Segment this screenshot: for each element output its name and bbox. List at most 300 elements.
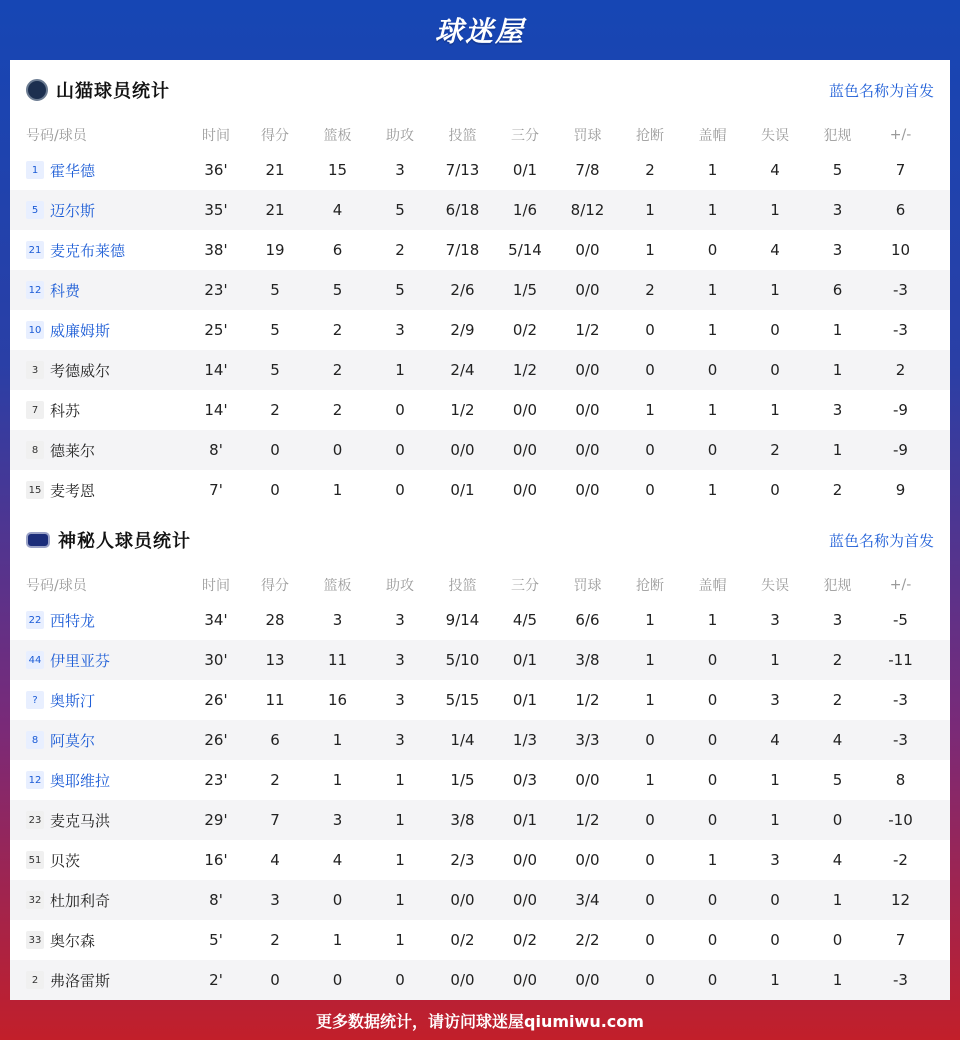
player-name-link[interactable]: 奥斯汀 [50, 691, 96, 710]
player-row [10, 600, 950, 640]
stat-min: 23' [204, 771, 228, 789]
team-section-0 [10, 60, 950, 510]
player-row [10, 880, 950, 920]
player-row [10, 430, 950, 470]
stat-tov: 3 [770, 851, 780, 869]
stat-reb: 0 [332, 891, 343, 909]
column-header: 号码/球员 [26, 578, 87, 594]
player-row [10, 230, 950, 270]
site-logo[interactable]: 球迷屋 [434, 15, 525, 48]
player-cell [10, 610, 200, 631]
stat-ft: 1/2 [575, 691, 600, 709]
jersey-number-badge: 7 [26, 401, 44, 419]
stat-ast: 1 [395, 851, 405, 869]
player-row [10, 920, 950, 960]
stat-fg: 2/4 [450, 361, 475, 379]
stat-ft: 0/0 [575, 441, 600, 459]
stat-pf: 0 [832, 931, 843, 949]
stat-min: 8' [209, 891, 223, 909]
stat-tov: 4 [770, 241, 780, 259]
stat-blk: 1 [707, 161, 718, 179]
stat-stl: 2 [645, 281, 655, 299]
stat-blk: 1 [707, 321, 718, 339]
player-cell [10, 730, 200, 751]
team-name: 神秘人球员统计 [58, 531, 191, 552]
stat-stl: 0 [645, 891, 655, 909]
stat-reb: 1 [332, 731, 343, 749]
stat-min: 2' [209, 971, 223, 989]
column-header: 三分 [511, 128, 539, 144]
stat-reb: 16 [327, 691, 348, 709]
player-cell [10, 400, 200, 421]
stat-pm: 2 [895, 361, 906, 379]
player-row [10, 680, 950, 720]
stat-pf: 4 [832, 731, 843, 749]
stat-min: 7' [209, 481, 223, 499]
jersey-number-badge: 8 [26, 441, 44, 459]
stat-blk: 0 [707, 361, 718, 379]
stat-reb: 0 [332, 441, 343, 459]
player-cell [10, 480, 200, 501]
stat-tp: 0/0 [512, 971, 538, 989]
stat-tov: 3 [770, 611, 780, 629]
team-title [26, 527, 191, 553]
footer-banner[interactable]: 更多数据统计，请访问球迷屋qiumiwu.com [316, 1011, 644, 1031]
stat-min: 34' [204, 611, 228, 629]
stat-ast: 1 [395, 931, 405, 949]
stat-blk: 0 [707, 931, 718, 949]
stat-reb: 15 [327, 161, 348, 179]
stat-reb: 3 [332, 811, 343, 829]
column-header: 篮板 [323, 128, 352, 144]
stat-pf: 5 [832, 771, 843, 789]
stat-stl: 1 [645, 771, 655, 789]
stat-min: 25' [204, 321, 228, 339]
jersey-number-badge: 21 [26, 241, 44, 259]
stat-ft: 0/0 [575, 241, 600, 259]
stat-blk: 1 [707, 851, 718, 869]
stat-pm: -3 [893, 971, 908, 989]
stat-pm: -9 [893, 441, 908, 459]
stat-stl: 1 [645, 241, 655, 259]
stat-pf: 2 [832, 691, 843, 709]
stat-ast: 0 [395, 481, 405, 499]
stat-fg: 2/3 [450, 851, 475, 869]
stat-ft: 0/0 [575, 771, 600, 789]
stat-tov: 1 [770, 651, 780, 669]
stat-pf: 3 [832, 611, 843, 629]
jersey-number-badge: ? [26, 691, 44, 709]
stat-pf: 1 [832, 441, 843, 459]
stat-stl: 0 [645, 851, 655, 869]
stat-fg: 7/18 [445, 241, 480, 259]
stat-pm: -3 [893, 321, 908, 339]
stat-stl: 0 [645, 731, 655, 749]
stat-stl: 0 [645, 321, 655, 339]
stat-ft: 3/8 [575, 651, 600, 669]
player-name-link[interactable]: 麦克马洪 [50, 811, 111, 830]
stat-fg: 9/14 [445, 611, 480, 629]
column-header: 盖帽 [698, 578, 727, 594]
stat-pf: 1 [832, 361, 843, 379]
player-row [10, 310, 950, 350]
stat-blk: 0 [707, 971, 718, 989]
stat-ast: 3 [395, 321, 405, 339]
stat-blk: 0 [707, 441, 718, 459]
player-cell [10, 280, 200, 301]
player-name-link[interactable]: 科费 [50, 281, 81, 300]
stat-pts: 0 [270, 441, 280, 459]
stat-ast: 1 [395, 811, 405, 829]
stat-ast: 3 [395, 691, 405, 709]
column-header: 盖帽 [698, 128, 727, 144]
stat-reb: 2 [332, 401, 343, 419]
stat-pm: 8 [895, 771, 906, 789]
stat-tp: 0/0 [512, 851, 538, 869]
stat-fg: 1/4 [450, 731, 475, 749]
stat-tp: 1/3 [512, 731, 538, 749]
stat-pf: 6 [832, 281, 843, 299]
stat-stl: 1 [645, 651, 655, 669]
player-cell [10, 650, 200, 671]
stat-pf: 2 [832, 481, 843, 499]
stat-tov: 0 [770, 891, 780, 909]
stats-card [10, 60, 950, 1000]
player-name-link[interactable]: 奥尔森 [50, 931, 96, 950]
stat-ast: 1 [395, 361, 405, 379]
stat-pm: 6 [895, 201, 906, 219]
column-header: 号码/球员 [26, 128, 87, 144]
stat-pf: 1 [832, 891, 843, 909]
stat-pf: 1 [832, 971, 843, 989]
column-header: 得分 [261, 578, 289, 594]
stat-min: 14' [204, 361, 228, 379]
stat-tp: 0/2 [512, 321, 538, 339]
stat-pf: 4 [832, 851, 843, 869]
stat-pts: 21 [265, 201, 285, 219]
stat-fg: 6/18 [445, 201, 480, 219]
stat-reb: 4 [332, 201, 343, 219]
team-title [26, 77, 170, 103]
stat-fg: 2/6 [450, 281, 475, 299]
stat-blk: 1 [707, 201, 718, 219]
stat-ft: 7/8 [575, 161, 600, 179]
column-header: 时间 [202, 128, 230, 144]
stat-reb: 11 [327, 651, 348, 669]
jersey-number-badge: 51 [26, 851, 44, 869]
player-row [10, 350, 950, 390]
stat-reb: 2 [332, 321, 343, 339]
team-section-header [10, 510, 950, 570]
column-header: 助攻 [386, 578, 414, 594]
stat-ast: 5 [395, 281, 405, 299]
stat-tp: 1/2 [512, 361, 538, 379]
player-name-link[interactable]: 科苏 [50, 401, 81, 420]
stat-fg: 0/1 [450, 481, 475, 499]
player-row [10, 470, 950, 510]
player-row [10, 720, 950, 760]
magic-logo-icon [26, 532, 50, 548]
stat-reb: 4 [332, 851, 343, 869]
stat-pm: 7 [895, 161, 906, 179]
stat-tp: 0/0 [512, 401, 538, 419]
stat-tp: 5/14 [508, 241, 542, 259]
stat-blk: 1 [707, 611, 718, 629]
player-name-link[interactable]: 麦克布莱德 [50, 241, 126, 260]
stat-min: 23' [204, 281, 228, 299]
stat-min: 5' [209, 931, 223, 949]
stat-stl: 0 [645, 481, 655, 499]
player-cell [10, 850, 200, 871]
stat-pts: 28 [265, 611, 285, 629]
stat-pm: -10 [888, 811, 913, 829]
stat-tp: 0/0 [512, 481, 538, 499]
stat-reb: 2 [332, 361, 343, 379]
stat-tov: 1 [770, 971, 780, 989]
stat-pts: 5 [270, 361, 280, 379]
stat-tov: 2 [770, 441, 780, 459]
stat-pts: 6 [270, 731, 280, 749]
stat-min: 16' [204, 851, 228, 869]
stat-pts: 21 [265, 161, 285, 179]
player-name-link[interactable]: 贝茨 [50, 851, 81, 870]
stat-min: 8' [209, 441, 223, 459]
player-name-link[interactable]: 奥耶维拉 [50, 771, 111, 790]
stat-pm: 12 [890, 891, 911, 909]
stat-pm: -2 [893, 851, 908, 869]
jersey-number-badge: 3 [26, 361, 44, 379]
player-name-link[interactable]: 麦考恩 [50, 481, 96, 500]
stat-fg: 1/2 [450, 401, 475, 419]
stat-tov: 0 [770, 361, 780, 379]
column-header: 得分 [261, 128, 289, 144]
jersey-number-badge: 44 [26, 651, 44, 669]
stat-pts: 0 [270, 971, 280, 989]
column-header: +/- [889, 577, 912, 593]
player-cell [10, 770, 200, 791]
stat-tov: 4 [770, 731, 780, 749]
column-header: 三分 [511, 578, 539, 594]
jersey-number-badge: 1 [26, 161, 44, 179]
stat-ast: 5 [395, 201, 405, 219]
player-name-link[interactable]: 西特龙 [50, 611, 96, 630]
stat-fg: 0/2 [450, 931, 475, 949]
stat-stl: 0 [645, 931, 655, 949]
stat-ast: 3 [395, 611, 405, 629]
stat-ft: 1/2 [575, 811, 600, 829]
stat-ft: 1/2 [575, 321, 600, 339]
stat-tp: 0/1 [512, 651, 538, 669]
player-cell [10, 440, 200, 461]
stat-pts: 13 [265, 651, 285, 669]
column-header: 犯规 [823, 578, 852, 594]
jersey-number-badge: 2 [26, 971, 44, 989]
stat-fg: 5/10 [445, 651, 480, 669]
stat-pf: 5 [832, 161, 843, 179]
stat-blk: 1 [707, 481, 718, 499]
stat-pf: 3 [832, 201, 843, 219]
player-name-link[interactable]: 德莱尔 [50, 441, 96, 460]
stat-stl: 0 [645, 361, 655, 379]
column-header: 投篮 [448, 128, 477, 144]
stat-pts: 2 [270, 931, 280, 949]
stat-ft: 3/4 [575, 891, 600, 909]
player-row [10, 800, 950, 840]
stat-pts: 4 [270, 851, 280, 869]
stat-pm: 7 [895, 931, 906, 949]
stat-pts: 2 [270, 401, 280, 419]
player-cell [10, 970, 200, 991]
player-name-link[interactable]: 杜加利奇 [50, 891, 111, 910]
stat-pts: 0 [270, 481, 280, 499]
stat-reb: 1 [332, 931, 343, 949]
stat-min: 36' [204, 161, 228, 179]
table-header-row [10, 120, 950, 150]
player-name-link[interactable]: 弗洛雷斯 [50, 971, 111, 990]
stat-blk: 0 [707, 651, 718, 669]
player-row [10, 390, 950, 430]
column-header: 罚球 [573, 578, 602, 594]
stat-fg: 0/0 [450, 891, 475, 909]
stat-blk: 1 [707, 401, 718, 419]
stat-stl: 0 [645, 971, 655, 989]
player-cell [10, 240, 200, 261]
stat-stl: 2 [645, 161, 655, 179]
jersey-number-badge: 15 [26, 481, 44, 499]
stat-stl: 1 [645, 201, 655, 219]
column-header: 犯规 [823, 128, 852, 144]
stat-fg: 0/0 [450, 971, 475, 989]
hornets-logo-icon [26, 79, 48, 101]
stat-blk: 0 [707, 811, 718, 829]
player-name-link[interactable]: 迈尔斯 [50, 201, 96, 220]
stat-reb: 1 [332, 771, 343, 789]
stat-pm: -3 [893, 691, 908, 709]
player-cell [10, 930, 200, 951]
stat-min: 35' [204, 201, 228, 219]
player-name-link[interactable]: 威廉姆斯 [50, 321, 111, 340]
team-section-1 [10, 510, 950, 1000]
column-header: 失误 [761, 128, 789, 144]
stat-pm: -3 [893, 731, 908, 749]
stat-min: 30' [204, 651, 228, 669]
stat-stl: 0 [645, 811, 655, 829]
stat-fg: 1/5 [450, 771, 475, 789]
player-cell [10, 360, 200, 381]
stat-tov: 0 [770, 481, 780, 499]
stat-pm: 9 [895, 481, 906, 499]
player-name-link[interactable]: 阿莫尔 [50, 731, 96, 750]
stat-tov: 1 [770, 281, 780, 299]
player-row [10, 960, 950, 1000]
stat-ft: 2/2 [575, 931, 600, 949]
stat-stl: 1 [645, 611, 655, 629]
starter-legend-note: 蓝色名称为首发 [828, 81, 934, 100]
stat-pm: -5 [893, 611, 908, 629]
column-header: 罚球 [573, 128, 602, 144]
stat-pm: -9 [893, 401, 908, 419]
stat-pts: 11 [265, 691, 285, 709]
stat-tp: 0/1 [512, 691, 538, 709]
stat-ft: 8/12 [570, 201, 605, 219]
table-header-row [10, 570, 950, 600]
stat-tp: 0/1 [512, 161, 538, 179]
stat-pf: 3 [832, 241, 843, 259]
stat-ast: 1 [395, 771, 405, 789]
stat-min: 14' [204, 401, 228, 419]
stat-tov: 0 [770, 321, 780, 339]
column-header: +/- [889, 127, 912, 143]
stat-tov: 1 [770, 771, 780, 789]
stat-pf: 1 [832, 321, 843, 339]
stat-fg: 5/15 [445, 691, 480, 709]
team-name: 山猫球员统计 [56, 81, 170, 102]
player-name-link[interactable]: 霍华德 [50, 161, 96, 180]
stat-pts: 5 [270, 281, 280, 299]
stat-blk: 1 [707, 281, 718, 299]
column-header: 抢断 [636, 128, 664, 144]
stat-tp: 0/0 [512, 441, 538, 459]
jersey-number-badge: 5 [26, 201, 44, 219]
column-header: 篮板 [323, 578, 352, 594]
stat-min: 26' [204, 691, 228, 709]
stat-ast: 3 [395, 731, 405, 749]
player-name-link[interactable]: 考德威尔 [50, 361, 111, 380]
stat-tp: 0/3 [512, 771, 538, 789]
stat-pm: -3 [893, 281, 908, 299]
player-row [10, 150, 950, 190]
jersey-number-badge: 12 [26, 281, 44, 299]
stat-ft: 0/0 [575, 851, 600, 869]
stat-ft: 6/6 [575, 611, 600, 629]
stat-reb: 6 [332, 241, 343, 259]
stat-pts: 2 [270, 771, 280, 789]
stat-tov: 3 [770, 691, 780, 709]
stat-reb: 0 [332, 971, 343, 989]
jersey-number-badge: 22 [26, 611, 44, 629]
stat-tov: 1 [770, 401, 780, 419]
jersey-number-badge: 10 [26, 321, 44, 339]
stat-ft: 0/0 [575, 971, 600, 989]
column-header: 时间 [202, 578, 230, 594]
player-row [10, 840, 950, 880]
stat-min: 38' [204, 241, 228, 259]
player-row [10, 190, 950, 230]
stat-tp: 1/6 [512, 201, 538, 219]
player-name-link[interactable]: 伊里亚芬 [50, 651, 111, 670]
stat-stl: 1 [645, 691, 655, 709]
stat-pts: 7 [270, 811, 280, 829]
jersey-number-badge: 23 [26, 811, 44, 829]
stat-reb: 5 [332, 281, 343, 299]
stat-pts: 3 [270, 891, 280, 909]
player-row [10, 270, 950, 310]
column-header: 抢断 [636, 578, 664, 594]
player-cell [10, 200, 200, 221]
stat-pf: 3 [832, 401, 843, 419]
stat-pm: 10 [890, 241, 911, 259]
jersey-number-badge: 12 [26, 771, 44, 789]
stat-ft: 3/3 [575, 731, 600, 749]
stat-blk: 0 [707, 731, 718, 749]
stat-tp: 0/2 [512, 931, 538, 949]
stat-reb: 3 [332, 611, 343, 629]
stat-min: 26' [204, 731, 228, 749]
stat-tov: 1 [770, 811, 780, 829]
column-header: 失误 [761, 578, 789, 594]
stat-ast: 3 [395, 161, 405, 179]
jersey-number-badge: 8 [26, 731, 44, 749]
